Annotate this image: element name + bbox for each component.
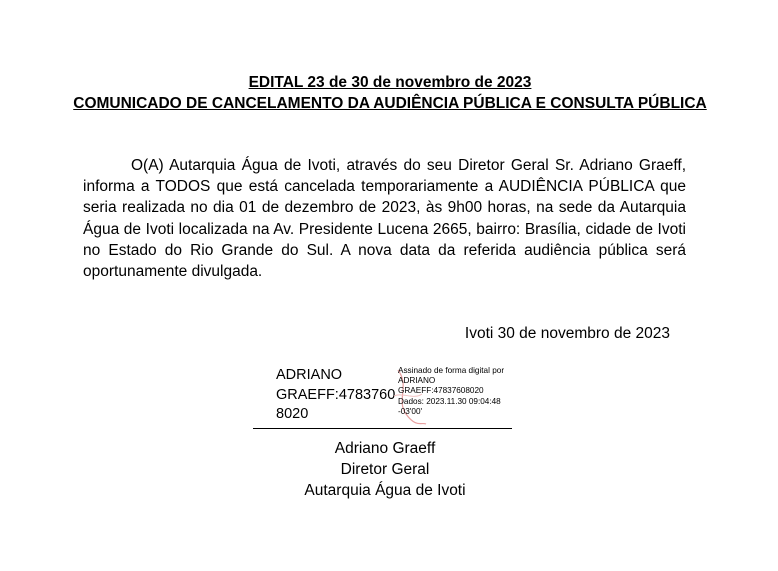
document-subtitle: COMUNICADO DE CANCELAMENTO DA AUDIÊNCIA PÚBLICA E CONSULTA PÚBLICA xyxy=(73,95,707,112)
place-date: Ivoti 30 de novembro de 2023 xyxy=(464,325,670,342)
digital-signature-name xyxy=(276,366,398,425)
signer-role: Diretor Geral xyxy=(340,461,430,478)
signer-name: Adriano Graeff xyxy=(334,440,436,457)
signature-name-line: GRAEFF:4783760 xyxy=(276,386,396,403)
signature-detail-line: Assinado de forma digital por xyxy=(398,366,505,375)
signer-organization: Autarquia Água de Ivoti xyxy=(304,482,466,499)
body-paragraph: O(A) Autarquia Água de Ivoti, através do seu Diretor Geral Sr. Adriano Graeff, informa a TODOS que está cancelada temporariamente a AUDIÊNCIA PÚBLICA que seria realizada no dia 01 de dezembro de 2023, às 9h00 horas, na sede da Autarquia Água de Ivoti localizada na Av. Presidente Lucena 2665, bairro: Brasília, cidade de Ivoti no Estado do Rio Grande do Sul. A nova data da referida audiência pública será oportunamente divulgada. xyxy=(83,157,686,281)
signature-detail-line: Dados: 2023.11.30 09:04:48 xyxy=(398,396,501,406)
digital-signature-details xyxy=(398,366,528,417)
signature-detail-line: ADRIANO xyxy=(398,376,436,386)
body-section xyxy=(83,155,686,282)
signature-detail-line: -03'00' xyxy=(398,406,423,416)
signature-name-line: ADRIANO xyxy=(276,367,343,383)
signature-detail-line: GRAEFF:47837608020 xyxy=(398,386,484,396)
document-title: EDITAL 23 de 30 de novembro de 2023 xyxy=(248,74,532,91)
signature-name-line: 8020 xyxy=(276,406,309,422)
signature-line xyxy=(253,428,512,429)
